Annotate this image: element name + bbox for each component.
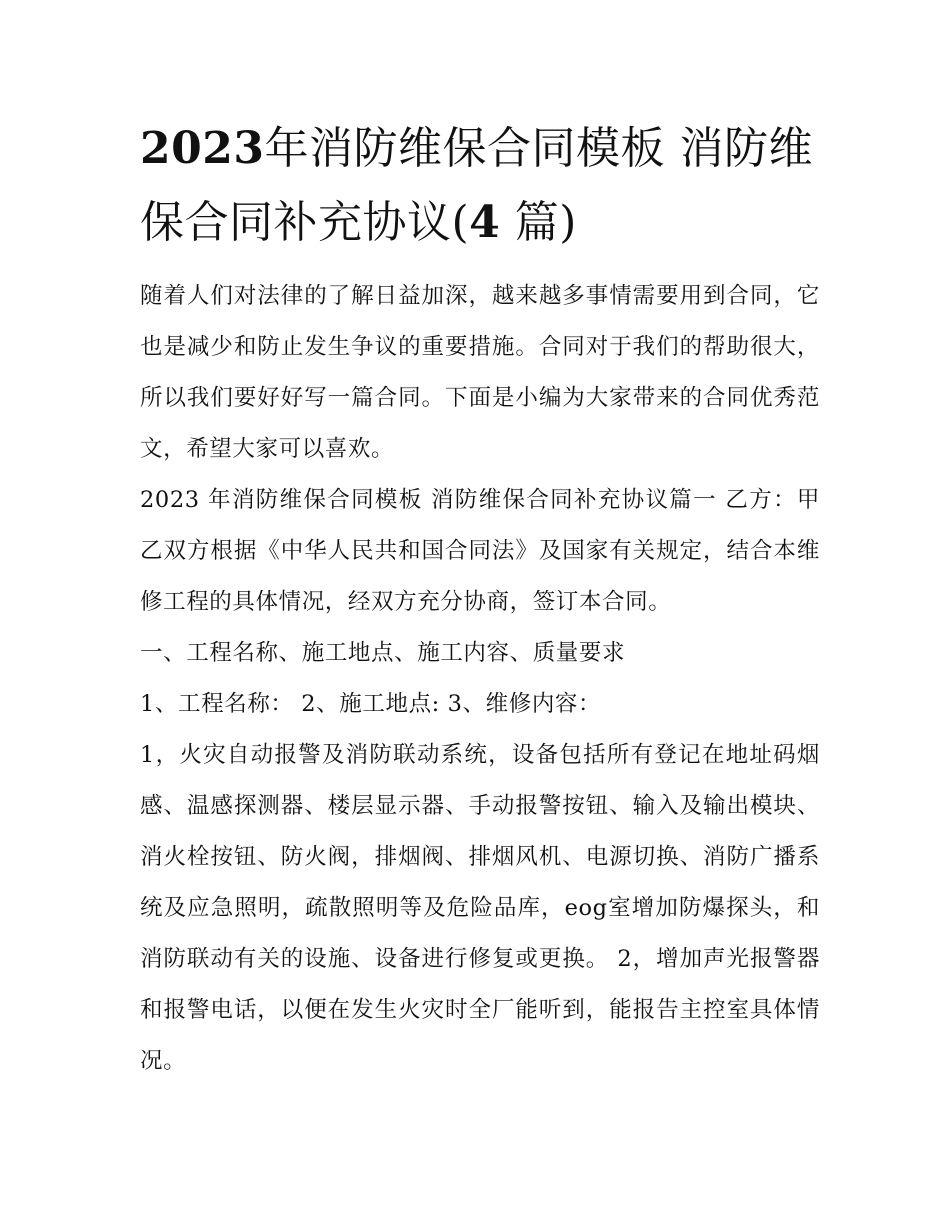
intro-paragraph: 随着人们对法律的了解日益加深，越来越多事情需要用到合同，它也是减少和防止发生争议的重要措施。合同对于我们的帮助很大，所以我们要好好写一篇合同。下面是小编为大家带来的合同优秀范文，希望大家可以喜欢。 bbox=[140, 283, 820, 462]
maintenance-content-paragraph: 1，火灾自动报警及消防联动系统，设备包括所有登记在地址码烟感、温感探测器、楼层显示器、手动报警按钮、输入及输出模块、消火栓按钮、防火阀，排烟阀、排烟风机、电源切换、消防广播系统及应急照明，疏散照明等及危险品库，eog室增加防爆探头，和消防联动有关的设施、设备进行修复或更换。 2，增加声光报警器和报警电话，以便在发生火灾时全厂能听到，能报告主控室具体情况。 bbox=[140, 742, 820, 1074]
title-year: 2023 bbox=[140, 123, 265, 174]
title-count: 4 bbox=[469, 197, 501, 248]
title-end: 篇) bbox=[500, 197, 577, 248]
project-fields-line: 1、工程名称： 2、施工地点: 3、维修内容： bbox=[140, 691, 602, 717]
section-heading: 一、工程名称、施工地点、施工内容、质量要求 bbox=[140, 640, 626, 666]
title-text: 年消防维保合同模板 消防维保合同补充协议( bbox=[140, 123, 813, 248]
document-body bbox=[140, 112, 820, 1087]
document-title bbox=[140, 112, 820, 260]
contract-opening-paragraph: 2023 年消防维保合同模板 消防维保合同补充协议篇一 乙方：甲乙双方根据《中华人民共和国合同法》及国家有关规定，结合本维修工程的具体情况，经双方充分协商，签订本合同。 bbox=[140, 487, 820, 615]
